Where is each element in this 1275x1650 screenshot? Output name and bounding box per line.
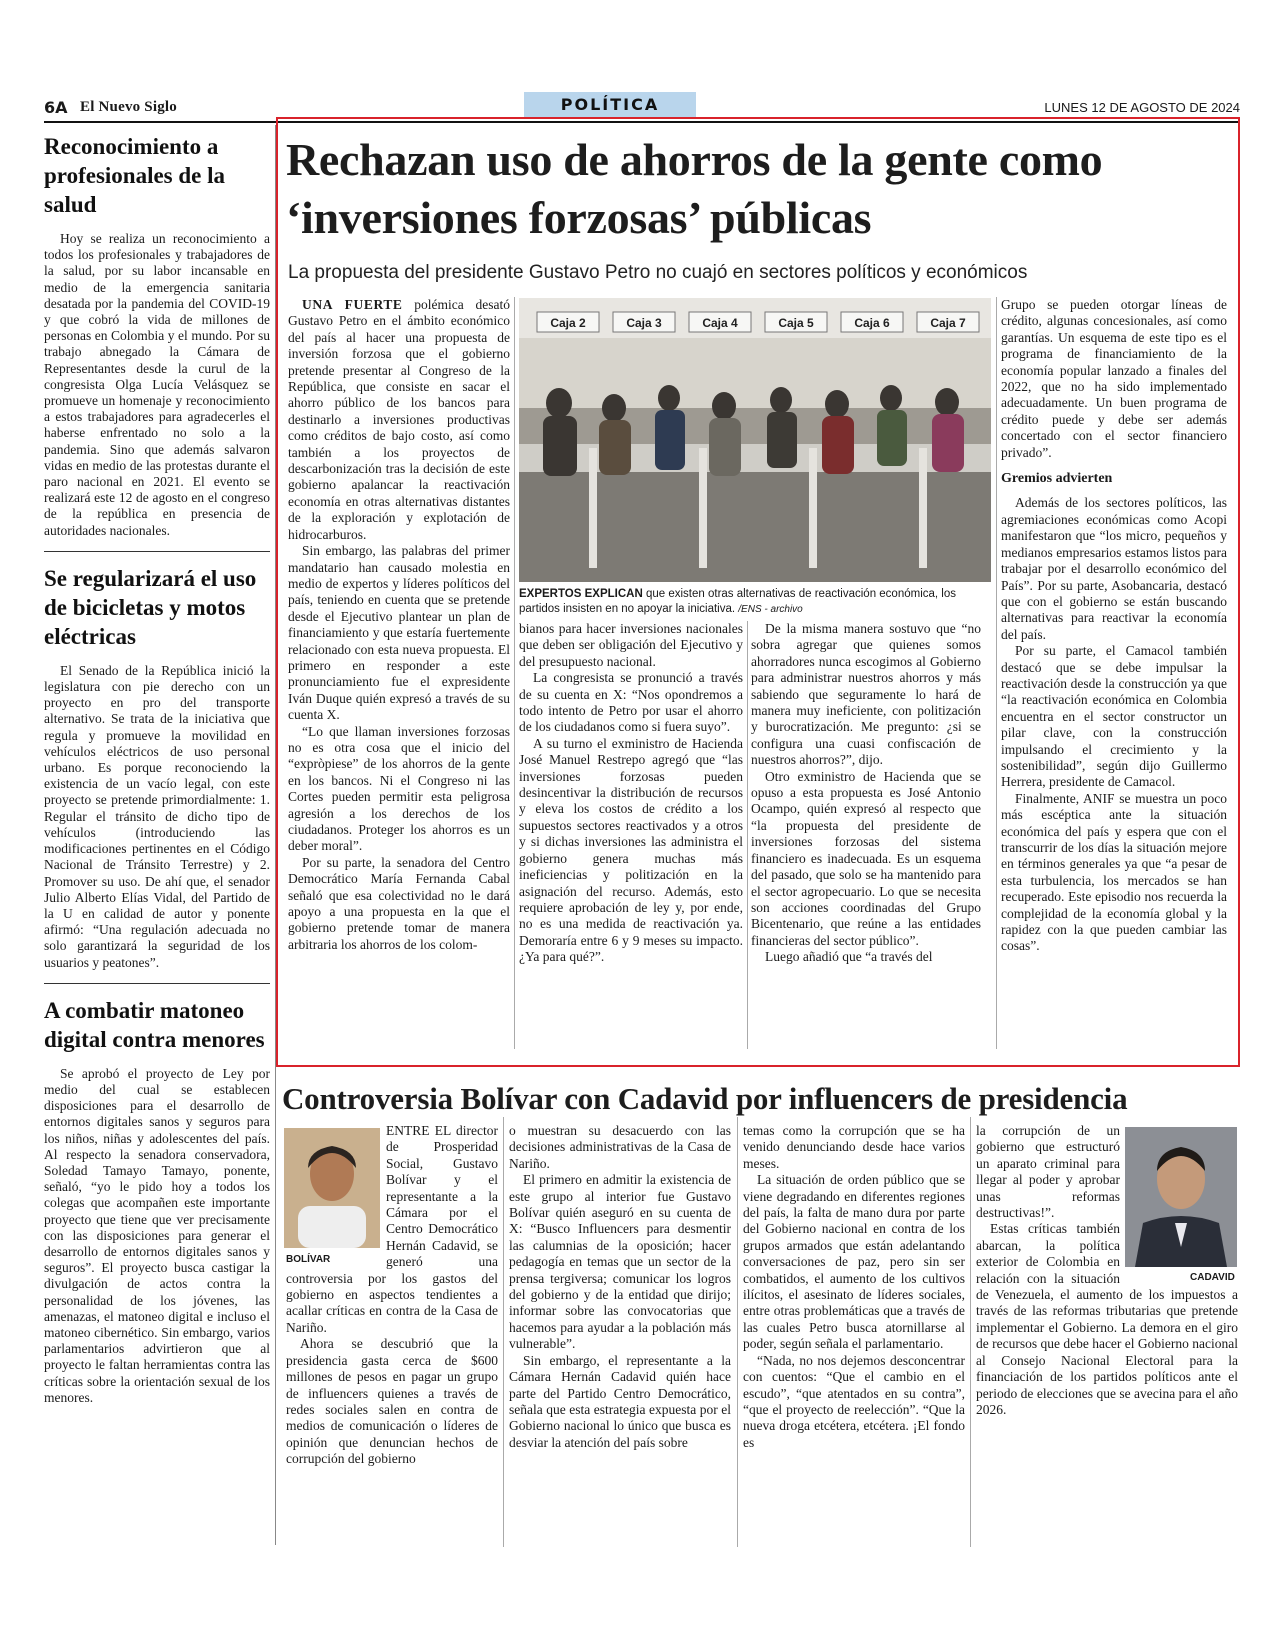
page-number: 6A [44, 98, 68, 117]
brief-electric-vehicles [44, 564, 270, 971]
brief-title: Reconocimiento a profesionales de la salud [44, 134, 226, 217]
paragraph: Ahora se descubrió que la presidencia gasta cerca de $600 millones de pesos en pagar un grupo de influencers quienes a través de redes sociales salen en contra de medios de comunicación o líderes de opinión que denuncian hechos de corrupción del gobierno [286, 1336, 498, 1467]
column-divider [503, 1117, 504, 1547]
paragraph: Por su parte, la senadora del Centro Democrático María Fernanda Cabal señaló que esa colectividad no le dará apoyo a una propuesta en la que el gobierno pretende tomar de manera arbitraria los ahorros de los colom- [288, 854, 510, 952]
main-column-1 [288, 297, 510, 1052]
second-column-3 [743, 1123, 965, 1546]
brief-digital-bullying [44, 996, 270, 1406]
paragraph: Finalmente, ANIF se muestra un poco más escéptica ante la situación económica del país y espera que con el transcurrir de los días la situación mejore en términos generales ya que “a pesar de esta turbulencia, los mercados se han recuperado. Este episodio nos recuerda la complejidad de la economía global y la rapidez con la que pueden cambiar las cosas”. [1001, 790, 1227, 954]
paragraph: “Lo que llaman inversiones forzosas no es otra cosa que el inicio del “expròpiese” de los ahorros de la gente en los bancos. Ni el Congreso ni las Cortes pueden permitir esta peligrosa agresión a los derechos de los ciudadanos. Proteger los ahorros es un deber moral”. [288, 723, 510, 854]
second-column-4 [976, 1123, 1238, 1546]
sidebar-briefs [44, 132, 270, 1552]
bank-counters-photo [519, 298, 991, 582]
counter-sign-label: Caja 6 [854, 316, 890, 330]
paragraph: La situación de orden público que se viene degradando en diferentes regiones del país, la falta de mano dura por parte del Gobierno nacional en contra de los grupos armados que están adelantando conversaciones de paz, pero sin ser combatidos, el aumento de los cultivos ilícitos, el asesinato de líderes sociales, entre otras problemáticas que a través de las cuales Petro busca atornillarse al poder, según señala el parlamentario. [743, 1172, 965, 1352]
paragraph: Estas críticas también abarcan, la política exterior de Colombia en relación con la situación de Venezuela, el aumento de los impuestos a través de las reformas tributarias que pretende implementar el Gobierno. La demora en el giro de recursos que debe hacer el Gobierno nacional al Consejo Nacional Electoral para la financiación de los partidos políticos ante el periodo de elecciones que se avecina para el año 2026. [976, 1221, 1238, 1417]
paragraph: temas como la corrupción que se ha venido denunciando desde hace varios meses. [743, 1123, 965, 1171]
brief-title: Se regularizará el uso de bicicletas y motos eléctricas [44, 565, 257, 649]
paragraph: La congresista se pronunció a través de su cuenta en X: “Nos opondremos a todo intento de Petro por usar el ahorro de los ciudadanos como si fuera suyo”. [519, 670, 743, 735]
lead-text: polémica desató Gustavo Petro en el ámbito económico del país al hacer una propuesta de inversión forzosa que el gobierno pretende presentar al Congreso de la República, que consiste en sacar el ahorro público de los bancos para destinarlo a inversiones productivas como créditos de bajo costo, así como también a los proyectos de descarbonización tras la decisión de este gobierno apalancar la reactivación economía en otras alternativas distantes de la exploración y explotación de hidrocarburos. [288, 297, 510, 542]
counter-sign-label: Caja 7 [930, 316, 966, 330]
photo-credit: /ENS - archivo [738, 604, 803, 615]
paragraph: Sin embargo, el representante a la Cámara Hernán Cadavid quién hace parte del Partido Centro Democrático, señala que esta estrategia expuesta por el Gobierno nacional lo único que busca es desviar la atención del país sobre [509, 1352, 731, 1450]
brief-title: A combatir matoneo digital contra menores [44, 997, 265, 1052]
paragraph: o muestran su desacuerdo con las decisiones administrativas de la Casa de Nariño. [509, 1123, 731, 1171]
brief-health-workers [44, 132, 270, 539]
paragraph: Por su parte, el Camacol también destacó que se debe impulsar la reactivación desde la construcción ya que “la reactivación económica en Colombia encuentra en el sector constructor un pilar clave, con la construcción impulsando el crecimiento y la sostenibilidad”, según dijo Guillermo Herrera, presidente de Camacol. [1001, 643, 1227, 790]
newspaper-name: El Nuevo Siglo [80, 99, 177, 115]
lead-paragraph [288, 297, 510, 543]
paragraph: A su turno el exministro de Hacienda José Manuel Restrepo agregó que “las inversiones forzosas pueden desincentivar la distribución de recursos y eleva los costos de crédito a los supuestos sectores reactivados y a otros y si dichas inversiones las administra el gobierno genera muchas más ineficiencias y politización en la asignación del recurso. Además, esto requiere aprobación de ley y, por ende, no es una medida de reactivación ya. Demoraría entre 6 y 9 meses su impacto. ¿Ya para qué?”. [519, 735, 743, 965]
paragraph: Grupo se pueden otorgar líneas de crédito, algunas concesionales, así como garantías. Un esquema de este tipo es el programa de financiamiento de la economía popular lanzado a finales del 2022, que no ha sido implementado adecuadamente. Un buen programa de crédito puede y debe ser además concertado con el sector financiero privado”. [1001, 297, 1227, 460]
column-divider [996, 297, 997, 1049]
column-divider [970, 1117, 971, 1547]
second-column-2 [509, 1123, 731, 1546]
main-subhead: La propuesta del presidente Gustavo Petro no cuajó en sectores políticos y económicos [288, 262, 1028, 283]
paragraph: Además de los sectores políticos, las agremiaciones económicas como Acopi manifestaron que “los micro, pequeños y medianos empresarios estamos listos para trabajar por el desarrollo económico del País”. Por su parte, Asobancaria, destacó que con el gobierno se están buscando alternativas para reactivar la economía del país. [1001, 495, 1227, 642]
main-headline: Rechazan uso de ahorros de la gente como ‘inversiones forzosas’ públicas [286, 134, 1103, 243]
paragraph: “Nada, no nos dejemos desconcentrar con cuentos: “Que el cambio en el escudo”, “que atentados en su contra”, “que el proyecto de reelección”. “Que la nueva droga etcétera, etcétera. ¡El fondo es [743, 1352, 965, 1450]
photo-illustration [519, 298, 991, 582]
brief-body: Hoy se realiza un reconocimiento a todos los profesionales y trabajadores de la salud, por su labor incansable en medio de la emergencia sanitaria desatada por la pandemia del COVID-19 y que cobró la vida de millones de personas en Colombia y el mundo. Por su trabajo abnegado la Cámara de Representantes desde la curul de la congresista Olga Lucía Velásquez se promueve un homenaje y reconocimiento a estos trabajadores para agradecerles el haberse enfrentado no solo a la pandemia. Sino que además salvaron vidas en medio de las protestas durante el paro nacional en 2021. El evento se realizará este 12 de agosto en el congreso de la república en presencia de autoridades nacionales. [44, 231, 270, 538]
paragraph: ENTRE EL director de Prosperidad Social, Gustavo Bolívar y el representante a la Cámara por el Centro Democrático Hernán Cadavid, se generó una controversia por los gastos del gobierno en aspectos tendientes a acallar críticas en contra de la Casa de Nariño. [286, 1123, 498, 1335]
paragraph: la corrupción de un gobierno que estructuró un aparato criminal para llegar al poder y aprobar unas reformas destructivas!”. [976, 1123, 1120, 1221]
counter-sign-label: Caja 5 [778, 316, 814, 330]
lead-caps: UNA FUERTE [302, 297, 403, 312]
page-date: LUNES 12 DE AGOSTO DE 2024 [1044, 100, 1240, 115]
masthead [44, 92, 1240, 120]
main-column-3 [751, 621, 981, 1051]
paragraph: De la misma manera sostuvo que “no sobra agregar que quienes somos ahorradores nunca escogimos al Gobierno para administrar nuestros ahorros y más sabiendo que seguramente lo hará de manera muy ineficiente, con politización y burocratización. Me pregunto: ¿si se configura una cuasi confiscación de nuestros ahorros?”, dijo. [751, 621, 981, 768]
bolivar-label: BOLÍVAR [286, 1254, 331, 1265]
column-divider [737, 1117, 738, 1547]
brief-body: Se aprobó el proyecto de Ley por medio del cual se establecen disposiciones para el desarrollo de entornos digitales sanos y seguros para los niños, niñas y adolescentes del país. Al respecto la senadora conservadora, Soledad Tamayo Tamayo, ponente, señaló, “yo le pido hoy a todos los colegas que acompañen este importante proyecto que tiene que ver precisamente con las disposiciones para generar el desarrollo de entornos digitales sanos y seguros”. El proyecto busca castigar la divulgación de actos contra la personalidad de los jóvenes, las amenazas, el matoneo digital e incluso el matoneo cibernético. Sin embargo, varios parlamentarios advirtieron que al proyecto le faltan herramientas contra las críticas sobre la orientación sexual de los menores. [44, 1065, 270, 1405]
paragraph: El primero en admitir la existencia de este grupo al interior fue Gustavo Bolívar quién aseguró en su cuenta de X: “Busco Influencers para desmentir las calumnias de la oposición; hacer pedagogía en temas que un sector de la prensa tergiversa; comunicar los logros del gobierno y de la entidad que dirijo; informar sobre las convocatorias que hacemos para ayudar a la población más vulnerable”. [509, 1172, 731, 1352]
caption-text: que existen otras alternativas de reactivación económica, los partidos insisten en no apoyar la iniciativa. [519, 588, 956, 615]
caption-lead: EXPERTOS EXPLICAN [519, 588, 643, 600]
section-tag: POLÍTICA [524, 92, 696, 118]
second-column-1 [286, 1123, 498, 1546]
counter-sign-label: Caja 4 [702, 316, 738, 330]
paragraph: Otro exministro de Hacienda que se opuso a esta propuesta es José Antonio Ocampo, quién expresó al respecto que “la propuesta del presidente de inversiones forzosas del sistema financiero es inadecuada. Es un esquema del pasado, que solo se ha mantenido para el sector agropecuario. Lo que se necesita son acciones coordinadas del Grupo Bicentenario, que reúne a las entidades financieras del sector público”. [751, 768, 981, 948]
column-divider [747, 621, 748, 1049]
brief-divider [44, 983, 270, 984]
column-subtitle: Gremios advierten [1001, 471, 1113, 487]
photo-caption [519, 587, 991, 617]
brief-divider [44, 551, 270, 552]
main-column-4 [1001, 297, 1227, 1052]
column-divider [514, 297, 515, 1049]
cadavid-label: CADAVID [1190, 1272, 1235, 1283]
second-headline: Controversia Bolívar con Cadavid por influencers de presidencia [282, 1081, 1128, 1116]
paragraph: Sin embargo, las palabras del primer mandatario han causado molestia en medio de expertos y líderes políticos del país, teniendo en cuenta que se pretende desde el Ejecutivo plantear un plan de financiamiento y que estaría fuertemente relacionado con esta nueva propuesta. El primero en responder a este pronunciamiento fue el expresidente Iván Duque quién expresó a través de su cuenta X. [288, 543, 510, 723]
paragraph: Luego añadió que “a través del [765, 949, 933, 965]
brief-body: El Senado de la República inició la legislatura con pie derecho con un proyecto en pro del transporte alternativo. Se trata de la iniciativa que regula y promueve la movilidad en vehículos eléctricos de uso personal urbano. Es porque reconociendo la existencia de un vacío legal, con este proyecto se pretende primordialmente: 1. Regular el tránsito de dicho tipo de vehículos (introduciendo las modificaciones pertinentes en el Código Nacional de Tránsito Terrestre) y 2. Promover su uso. De ahí que, el senador Julio Alberto Elías Vidal, del Partido de la U en calidad de autor y ponente afirmó: “Una regulación adecuada no solo garantizará la seguridad de los usuarios y peatones”. [44, 662, 270, 970]
main-column-2 [519, 621, 743, 1051]
paragraph: bianos para hacer inversiones nacionales que deben ser obligación del Ejecutivo y del presupuesto nacional. [519, 621, 743, 669]
counter-sign-label: Caja 2 [550, 316, 586, 330]
counter-sign-label: Caja 3 [626, 316, 662, 330]
